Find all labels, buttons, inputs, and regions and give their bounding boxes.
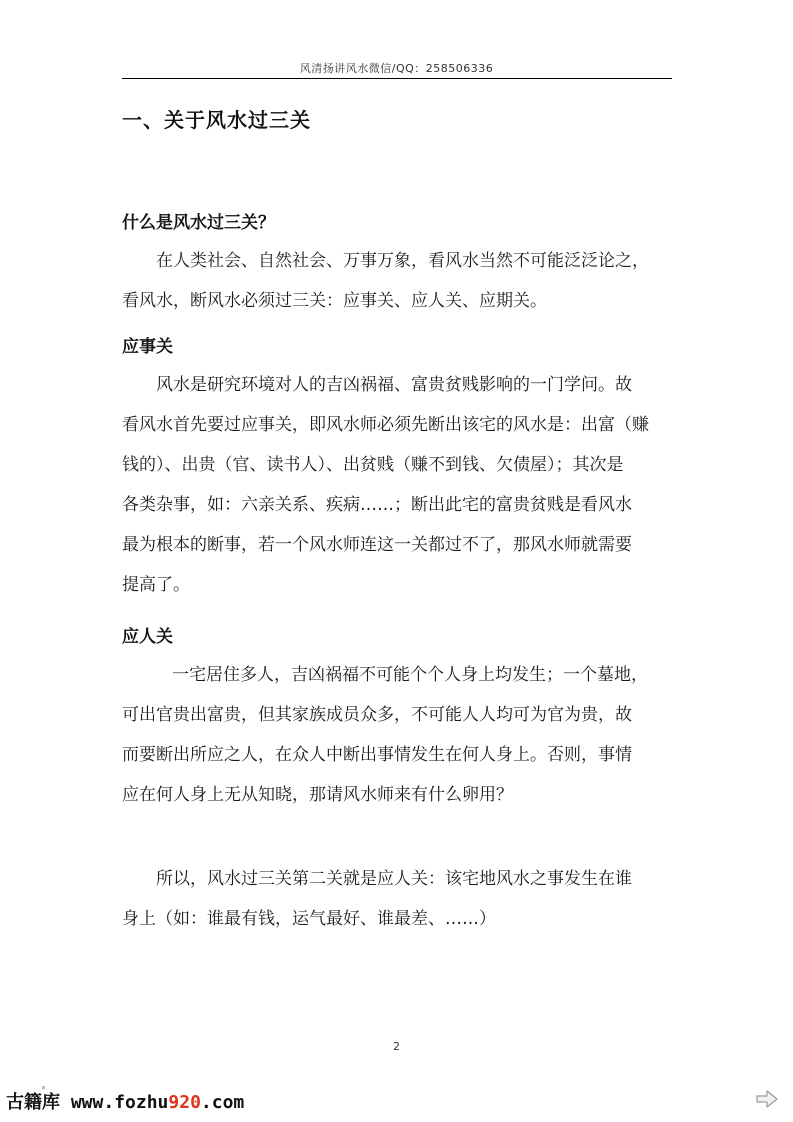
- footer-brand-name: 古籍库: [6, 1092, 60, 1113]
- footer-url-prefix: www.fozhu: [70, 1092, 169, 1113]
- heading-person-pass: 应人关: [122, 627, 173, 647]
- paragraph-person-pass: [122, 655, 672, 815]
- heading-event-pass: 应事关: [122, 337, 173, 357]
- text-line: 看风水首先要过应事关，即风水师必须先断出该宅的风水是：出富（赚: [122, 415, 649, 435]
- next-page-arrow-icon[interactable]: [756, 1090, 778, 1108]
- text-line: 最为根本的断事，若一个风水师连这一关都过不了，那风水师就需要: [122, 535, 632, 555]
- text-line: 风水是研究环境对人的吉凶祸福、富贵贫贱影响的一门学问。故: [156, 375, 632, 395]
- text-line: 钱的）、出贵（官、读书人）、出贫贱（赚不到钱、欠债屋）；其次是: [122, 455, 624, 475]
- footer-url-accent: 920: [168, 1092, 201, 1113]
- text-line: 一宅居住多人，吉凶祸福不可能个个人身上均发生；一个墓地，: [172, 665, 648, 685]
- section-title: 一、关于风水过三关: [122, 108, 311, 132]
- footer-brand-link[interactable]: [6, 1088, 244, 1114]
- footer-url-suffix: .com: [200, 1092, 245, 1113]
- text-line: 在人类社会、自然社会、万事万象，看风水当然不可能泛泛论之，: [156, 251, 649, 271]
- paragraph-conclusion: [122, 859, 672, 939]
- paragraph-intro: [122, 241, 672, 321]
- text-line: 身上（如：谁最有钱，运气最好、谁最差、……）: [122, 909, 496, 929]
- text-line: 应在何人身上无从知晓，那请风水师来有什么卵用？: [122, 785, 513, 805]
- running-header: 风清扬讲风水微信/QQ：258506336: [299, 62, 494, 75]
- page-number: 2: [393, 1040, 400, 1053]
- text-line: 看风水，断风水必须过三关：应事关、应人关、应期关。: [122, 291, 547, 311]
- paragraph-event-pass: [122, 365, 672, 605]
- text-line: 各类杂事，如：六亲关系、疾病……；断出此宅的富贵贫贱是看风水: [122, 495, 632, 515]
- text-line: 所以，风水过三关第二关就是应人关：该宅地风水之事发生在谁: [156, 869, 632, 889]
- header-divider: [122, 78, 672, 79]
- text-line: 而要断出所应之人，在众人中断出事情发生在何人身上。否则，事情: [122, 745, 632, 765]
- text-line: 提高了。: [122, 575, 190, 595]
- text-line: 可出官贵出富贵，但其家族成员众多，不可能人人均可为官为贵，故: [122, 705, 632, 725]
- heading-what-is-three-passes: 什么是风水过三关？: [122, 213, 275, 233]
